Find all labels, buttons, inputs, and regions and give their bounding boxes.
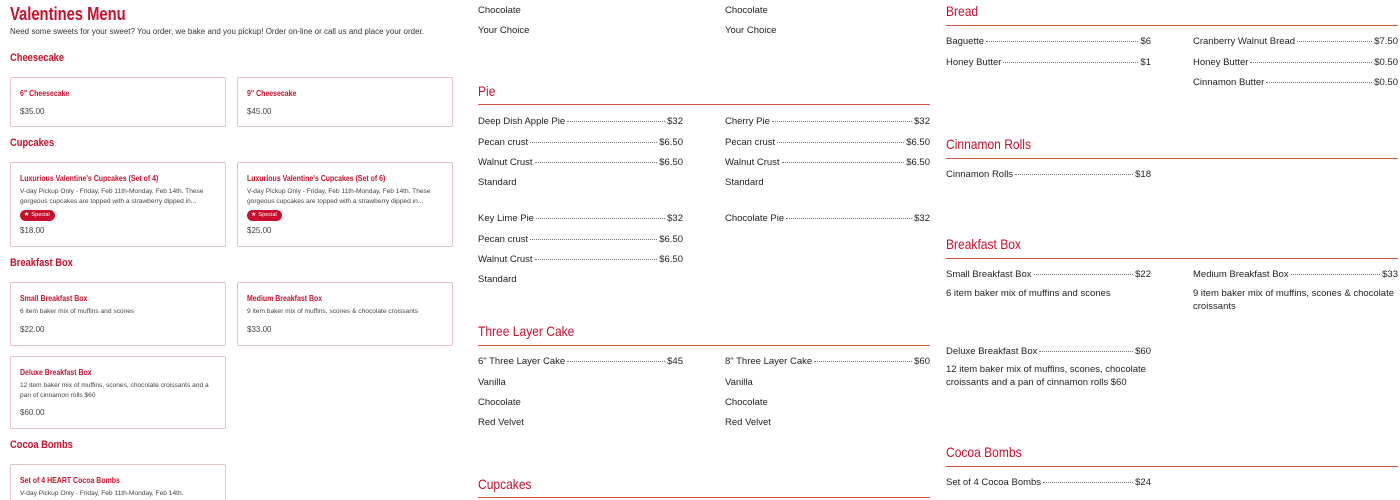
item-price: $0.50: [1374, 57, 1398, 68]
item-price: $6.50: [659, 137, 683, 148]
star-icon: ★: [24, 212, 30, 218]
option-label: Your Choice: [725, 25, 777, 36]
item-price: $60.00: [20, 408, 45, 417]
item-name: Deep Dish Apple Pie: [478, 116, 566, 127]
item-price: $60: [914, 356, 930, 367]
section-breakfast-box: Breakfast Box: [10, 257, 73, 269]
item-price: $25.00: [247, 226, 272, 235]
item-description: 9 item baker mix of muffins, scones & chocolate croissants: [1193, 288, 1394, 312]
option-label: Chocolate: [478, 5, 521, 16]
item-description: 9 item baker mix of muffins, scones & chocolate croissants: [247, 308, 419, 315]
item-name: Cinnamon Rolls: [946, 169, 1014, 180]
item-price: $22: [1135, 269, 1151, 280]
item-price: $6: [1140, 36, 1151, 47]
menu-column-middle: [478, 0, 930, 500]
item-card[interactable]: [10, 356, 226, 429]
section-cocoa-bombs: Cocoa Bombs: [10, 439, 73, 451]
item-price: $6.50: [659, 157, 683, 168]
menu-item[interactable]: [1193, 77, 1398, 88]
item-description: 6 item baker mix of muffins and scones: [20, 308, 135, 315]
section-title-cinnamon-rolls: Cinnamon Rolls: [946, 136, 1031, 152]
item-price: $33: [1382, 269, 1398, 280]
menu-item[interactable]: [478, 137, 683, 148]
section-title-breakfast-box: Breakfast Box: [946, 236, 1021, 252]
menu-item[interactable]: [725, 137, 930, 148]
item-name: Baguette: [946, 36, 985, 47]
item-description: V-day Pickup Only - Friday, Feb 11th-Monday, Feb 14th. These gorgeous cupcakes are topped with a strawberry dipped in...: [20, 188, 204, 205]
item-name: Honey Butter: [1193, 57, 1249, 68]
menu-item[interactable]: [725, 356, 930, 367]
section-divider: [478, 497, 930, 498]
section-title-three-layer-cake: Three Layer Cake: [478, 323, 575, 339]
item-card[interactable]: [10, 77, 226, 127]
option-label: Your Choice: [478, 25, 530, 36]
item-price: $35.00: [20, 107, 45, 116]
item-name: Medium Breakfast Box: [247, 293, 323, 303]
item-card[interactable]: [237, 77, 453, 127]
menu-item[interactable]: [1193, 36, 1398, 47]
item-price: $6.50: [659, 234, 683, 245]
intro-text: Need some sweets for your sweet? You order, we bake and you pickup! Order on-line or call us and place your order.: [10, 27, 425, 36]
section-divider: [946, 466, 1398, 467]
item-price: $60: [1135, 346, 1151, 357]
option-label: Standard: [478, 177, 517, 188]
item-name: Walnut Crust: [478, 157, 533, 168]
item-name: Key Lime Pie: [478, 213, 534, 224]
item-name: Walnut Crust: [725, 157, 780, 168]
item-name: Cherry Pie: [725, 116, 770, 127]
item-card[interactable]: [10, 464, 226, 500]
menu-item[interactable]: [946, 57, 1151, 68]
item-name: Pecan crust: [478, 234, 529, 245]
item-name: Small Breakfast Box: [946, 269, 1032, 280]
star-icon: ★: [251, 212, 257, 218]
item-card[interactable]: [237, 282, 453, 346]
special-badge: ★ Special: [20, 210, 55, 221]
option-label: Chocolate: [478, 397, 521, 408]
section-divider: [946, 258, 1398, 259]
item-name: Set of 4 Cocoa Bombs: [946, 477, 1042, 488]
menu-item[interactable]: [1193, 57, 1398, 68]
item-description: V-day Pickup Only - Friday, Feb 11th-Monday, Feb 14th. These gorgeous cupcakes are topped with a strawberry dipped in...: [247, 188, 431, 205]
option-label: Vanilla: [478, 377, 506, 388]
section-title-cocoa-bombs: Cocoa Bombs: [946, 444, 1022, 460]
item-name: 9" Cheesecake: [247, 88, 297, 98]
item-price: $18: [1135, 169, 1151, 180]
menu-item[interactable]: [478, 157, 683, 168]
item-price: $6.50: [906, 157, 930, 168]
item-name: Honey Butter: [946, 57, 1002, 68]
section-title-bread: Bread: [946, 3, 979, 19]
item-price: $7.50: [1374, 36, 1398, 47]
item-description: V-day Pickup Only - Friday, Feb 11th-Monday, Feb 14th.: [20, 490, 184, 497]
item-price: $45: [667, 356, 683, 367]
item-price: $22.00: [20, 325, 45, 334]
option-label: Red Velvet: [478, 417, 524, 428]
menu-item[interactable]: [725, 116, 930, 127]
section-cupcakes: Cupcakes: [10, 137, 55, 149]
item-name: Luxurious Valentine's Cupcakes (Set of 6): [247, 173, 386, 183]
item-name: Luxurious Valentine's Cupcakes (Set of 4): [20, 173, 159, 183]
left-panel: [10, 0, 455, 500]
item-price: $24: [1135, 477, 1151, 488]
menu-item[interactable]: [478, 254, 683, 265]
menu-item[interactable]: [725, 157, 930, 168]
item-price: $6.50: [906, 137, 930, 148]
section-divider: [946, 158, 1398, 159]
item-name: Small Breakfast Box: [20, 293, 88, 303]
item-card[interactable]: [10, 282, 226, 346]
item-name: 6" Three Layer Cake: [478, 356, 566, 367]
item-name: Medium Breakfast Box: [1193, 269, 1289, 280]
section-title-cupcakes: Cupcakes: [478, 476, 532, 492]
item-name: 6" Cheesecake: [20, 88, 70, 98]
item-description: 6 item baker mix of muffins and scones: [946, 288, 1111, 299]
item-name: Walnut Crust: [478, 254, 533, 265]
menu-item[interactable]: [478, 213, 683, 224]
special-badge: ★ Special: [247, 210, 282, 221]
item-price: $32: [667, 116, 683, 127]
menu-item[interactable]: [946, 477, 1151, 488]
item-price: $6.50: [659, 254, 683, 265]
menu-item[interactable]: [946, 169, 1151, 180]
item-name: 8" Three Layer Cake: [725, 356, 813, 367]
section-cheesecake: Cheesecake: [10, 52, 65, 64]
option-label: Red Velvet: [725, 417, 771, 428]
item-name: Cinnamon Butter: [1193, 77, 1265, 88]
item-price: $33.00: [247, 325, 272, 334]
item-card[interactable]: [237, 162, 453, 247]
item-name: Deluxe Breakfast Box: [946, 346, 1038, 357]
section-divider: [946, 25, 1398, 26]
item-name: Chocolate Pie: [725, 213, 785, 224]
menu-item[interactable]: [478, 234, 683, 245]
section-divider: [478, 104, 930, 105]
menu-item[interactable]: [1193, 269, 1398, 280]
item-price: $32: [914, 116, 930, 127]
menu-item[interactable]: [946, 346, 1151, 357]
item-name: Pecan crust: [478, 137, 529, 148]
menu-item[interactable]: [946, 36, 1151, 47]
option-label: Vanilla: [725, 377, 753, 388]
item-card[interactable]: [10, 162, 226, 247]
item-price: $32: [914, 213, 930, 224]
item-description: 12 item baker mix of muffins, scones, chocolate croissants and a pan of cinnamon rolls $60: [946, 364, 1146, 388]
option-label: Standard: [478, 274, 517, 285]
menu-item[interactable]: [946, 269, 1151, 280]
item-price: $45.00: [247, 107, 272, 116]
section-divider: [478, 345, 930, 346]
option-label: Standard: [725, 177, 764, 188]
item-price: $32: [667, 213, 683, 224]
section-title-pie: Pie: [478, 83, 496, 99]
item-name: Set of 4 HEART Cocoa Bombs: [20, 475, 120, 485]
menu-item[interactable]: [478, 116, 683, 127]
page-title: Valentines Menu: [10, 4, 126, 24]
menu-item[interactable]: [478, 356, 683, 367]
item-description: 12 item baker mix of muffins, scones, chocolate croissants and a pan of cinnamon rolls $60: [20, 382, 209, 399]
item-name: Deluxe Breakfast Box: [20, 367, 92, 377]
menu-item[interactable]: [725, 213, 930, 224]
item-name: Pecan crust: [725, 137, 776, 148]
option-label: Chocolate: [725, 5, 768, 16]
menu-column-right: [946, 0, 1400, 500]
item-name: Cranberry Walnut Bread: [1193, 36, 1296, 47]
item-price: $1: [1140, 57, 1151, 68]
item-price: $0.50: [1374, 77, 1398, 88]
item-price: $18.00: [20, 226, 45, 235]
option-label: Chocolate: [725, 397, 768, 408]
